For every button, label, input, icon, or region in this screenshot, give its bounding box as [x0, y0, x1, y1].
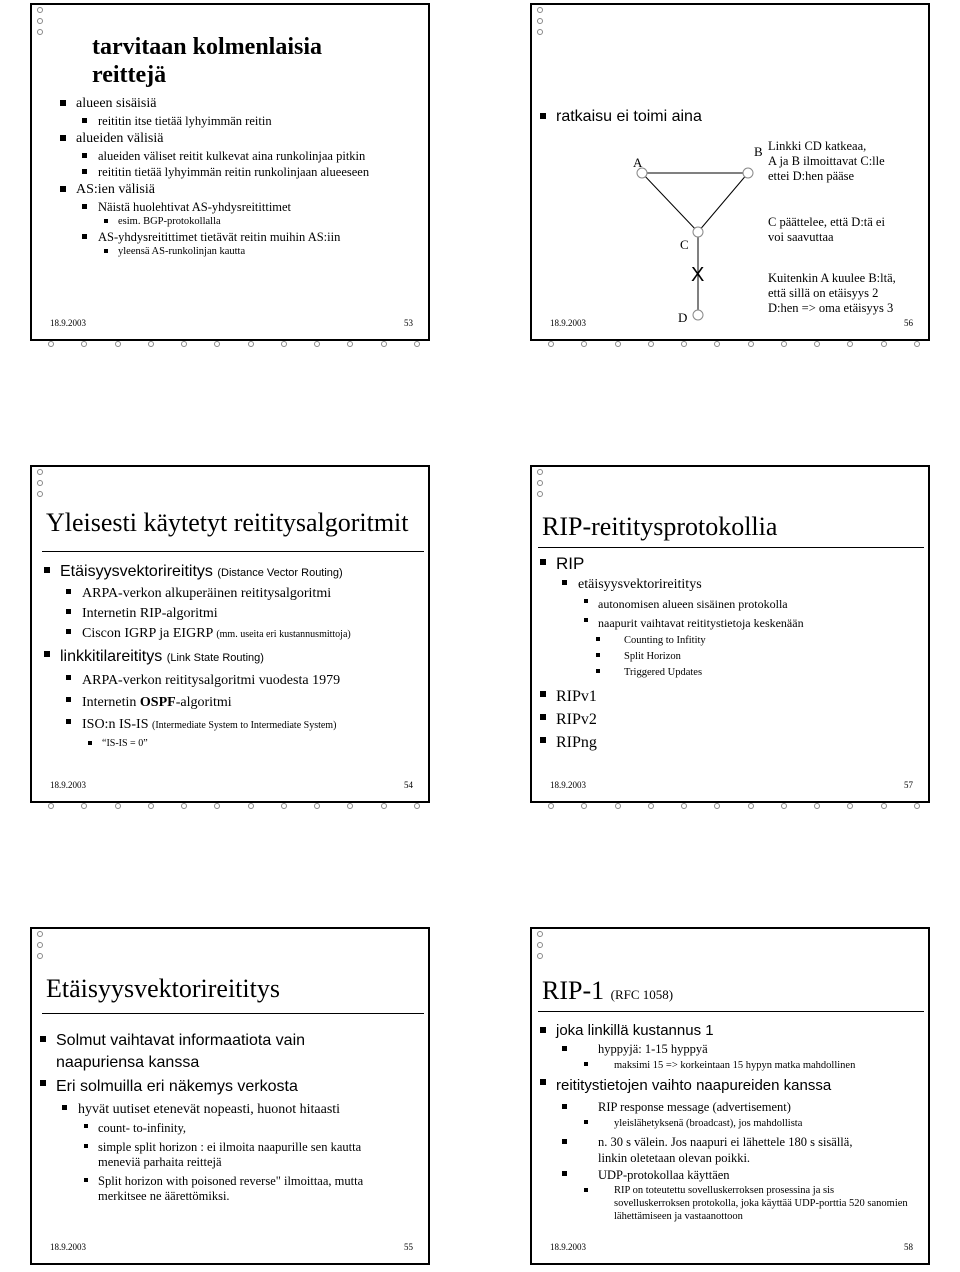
- title-text: RIP-1: [542, 976, 605, 1005]
- slide-title: [542, 977, 673, 1009]
- footer-date: 18.9.2003: [550, 318, 586, 328]
- slide-dots: [548, 341, 928, 347]
- list-item: joka linkillä kustannus 1: [538, 1021, 918, 1041]
- slide-number: 56: [904, 318, 913, 328]
- footer-date: 18.9.2003: [550, 780, 586, 790]
- list-item: Solmut vaihtavat informaatiota vain naapuriensa kanssa: [38, 1030, 418, 1074]
- list-item: [42, 624, 351, 645]
- list-item: [42, 714, 351, 737]
- node-b-circle: [743, 168, 753, 178]
- list-item: reititin itse tietää lyhyimmän reitin: [58, 113, 369, 129]
- footer-date: 18.9.2003: [50, 1242, 86, 1252]
- slide-58: [530, 927, 930, 1265]
- list-item: RIP on toteutettu sovelluskerroksen prosessina ja sis sovelluskerroksen protokolla, joka käyttää UDP-porttia 520 sanomien lähettämiseen ja vastaanottoon: [538, 1184, 918, 1223]
- list-item: AS:ien välisiä: [58, 180, 369, 199]
- list-item: reititystietojen vaihto naapureiden kanssa: [538, 1073, 918, 1099]
- list-item: RIP response message (advertisement): [538, 1099, 918, 1116]
- slide-number: 54: [404, 780, 413, 790]
- list-item: maksimi 15 => korkeintaan 15 hypyn matka mahdollinen: [538, 1058, 918, 1073]
- list-item: alueiden väliset reitit kulkevat aina runkolinjaa pitkin: [58, 148, 369, 164]
- list-item: Split Horizon: [538, 649, 804, 665]
- title-rule: [42, 1013, 424, 1014]
- slide-dots: [537, 931, 543, 959]
- text-line: ettei D:hen pääse: [768, 169, 855, 183]
- list-item: reititin tietää lyhyimmän reitin runkolinjaan alueeseen: [58, 164, 369, 180]
- slide-dots: [37, 931, 43, 959]
- link-break-mark: X: [691, 264, 705, 286]
- slide-title: Yleisesti käytetyt reititysalgoritmit: [46, 508, 409, 537]
- list-item: yleislähetyksenä (broadcast), jos mahdollista: [538, 1116, 918, 1132]
- list-item: count- to-infinity,: [38, 1120, 418, 1137]
- explanation-2: [768, 215, 885, 245]
- list-item: simple split horizon : ei ilmoita naapurille sen kautta meneviä parhaita reittejä: [38, 1140, 418, 1170]
- item-text: -algoritmi: [175, 695, 232, 710]
- list-item: RIPng: [538, 731, 804, 754]
- slide-title: tarvitaan kolmenlaisia reittejä: [92, 34, 323, 88]
- slide-number: 58: [904, 1242, 913, 1252]
- title-rule: [538, 1011, 924, 1012]
- list-item: hyppyjä: 1-15 hyppyä: [538, 1041, 918, 1058]
- node-b-label: B: [754, 144, 763, 159]
- item-note: (Link State Routing): [166, 652, 264, 664]
- bullet-list: [538, 1021, 918, 1223]
- list-item: Split horizon with poisoned reverse" ilmoittaa, mutta merkitsee ne äärettömiksi.: [38, 1174, 418, 1204]
- item-note: (Distance Vector Routing): [217, 567, 343, 579]
- list-item: RIP: [538, 553, 804, 575]
- list-item: Triggered Updates: [538, 665, 804, 681]
- list-item: ratkaisu ei toimi aina: [538, 107, 702, 127]
- list-item: Näistä huolehtivat AS-yhdysreitittimet: [58, 199, 369, 215]
- slide-dots: [37, 7, 43, 35]
- list-item: alueiden välisiä: [58, 129, 369, 148]
- text-line: Linkki CD katkeaa,: [768, 139, 867, 153]
- node-c-label: C: [680, 237, 689, 252]
- item-text: Internetin: [82, 695, 140, 710]
- slide-number: 55: [404, 1242, 413, 1252]
- slide-dots: [37, 469, 43, 497]
- list-item: yleensä AS-runkolinjan kautta: [58, 245, 369, 259]
- slide-57: [530, 465, 930, 803]
- slide-title: Etäisyysvektorireititys: [46, 974, 280, 1003]
- item-text: Etäisyysvektorireititys: [60, 563, 213, 580]
- list-item: esim. BGP-protokollalla: [58, 215, 369, 229]
- item-text: Ciscon IGRP ja EIGRP: [82, 626, 213, 641]
- list-item: ARPA-verkon alkuperäinen reititysalgoritmi: [42, 584, 351, 604]
- title-rule: [42, 551, 424, 552]
- list-item: UDP-protokollaa käyttäen: [538, 1166, 918, 1184]
- slide-dots: [548, 803, 928, 809]
- text-line: että sillä on etäisyys 2: [768, 286, 879, 300]
- list-item: AS-yhdysreitittimet tietävät reitin muihin AS:iin: [58, 229, 369, 245]
- list-item: Internetin RIP-algoritmi: [42, 604, 351, 624]
- text-line: D:hen => oma etäisyys 3: [768, 301, 894, 315]
- slide-number: 53: [404, 318, 413, 328]
- item-bold: OSPF: [139, 695, 176, 710]
- slide-title: RIP-reititysprotokollia: [542, 512, 778, 541]
- bullet-list: [38, 1030, 418, 1204]
- item-text: ISO:n IS-IS: [82, 717, 149, 732]
- slide-55: [30, 927, 430, 1265]
- footer-date: 18.9.2003: [50, 780, 86, 790]
- list-item: hyvät uutiset etenevät nopeasti, huonot hitaasti: [38, 1100, 418, 1120]
- item-note: (mm. useita eri kustannusmittoja): [216, 629, 351, 640]
- list-item: RIPv2: [538, 708, 804, 731]
- list-item: RIPv1: [538, 685, 804, 708]
- list-item: ARPA-verkon reititysalgoritmi vuodesta 1979: [42, 670, 351, 692]
- list-item: autonomisen alueen sisäinen protokolla: [538, 595, 804, 614]
- bullet-list: [538, 553, 804, 754]
- slide-number: 57: [904, 780, 913, 790]
- item-note: (Intermediate System to Intermediate System): [152, 720, 337, 731]
- node-d-label: D: [678, 310, 688, 325]
- list-item: [42, 692, 351, 714]
- slide-dots: [48, 803, 428, 809]
- list-item: Eri solmuilla eri näkemys verkosta: [38, 1074, 418, 1100]
- slide-54: [30, 465, 430, 803]
- list-item: n. 30 s välein. Jos naapuri ei lähettele 180 s sisällä, linkin oletetaan olevan poikki.: [538, 1134, 918, 1166]
- explanation-3: [768, 271, 896, 316]
- bullet-list: [58, 94, 369, 259]
- explanation-1: [768, 139, 885, 184]
- list-item: [42, 645, 351, 670]
- slide-53: [30, 3, 430, 341]
- list-item: alueen sisäisiä: [58, 94, 369, 113]
- list-item: etäisyysvektorireititys: [538, 575, 804, 595]
- list-item: “IS-IS = 0”: [42, 737, 351, 751]
- list-item: Counting to Infitity: [538, 633, 804, 649]
- text-line: A ja B ilmoittavat C:lle: [768, 154, 885, 168]
- slide-dots: [48, 341, 428, 347]
- bullet-list: [42, 561, 351, 751]
- node-a-label: A: [633, 155, 643, 170]
- slide-56: [530, 3, 930, 341]
- slide-dots: [537, 469, 543, 497]
- node-c-circle: [693, 227, 703, 237]
- text-line: Kuitenkin A kuulee B:ltä,: [768, 271, 896, 285]
- list-item: naapurit vaihtavat reititystietoja keskenään: [538, 614, 804, 633]
- footer-date: 18.9.2003: [50, 318, 86, 328]
- item-text: linkkitilareititys: [60, 648, 163, 665]
- title-rule: [538, 547, 924, 548]
- node-d-circle: [693, 310, 703, 320]
- list-item: [42, 561, 351, 584]
- title-note: (RFC 1058): [610, 987, 674, 1002]
- text-line: voi saavuttaa: [768, 230, 834, 244]
- footer-date: 18.9.2003: [550, 1242, 586, 1252]
- text-line: C päättelee, että D:tä ei: [768, 215, 885, 229]
